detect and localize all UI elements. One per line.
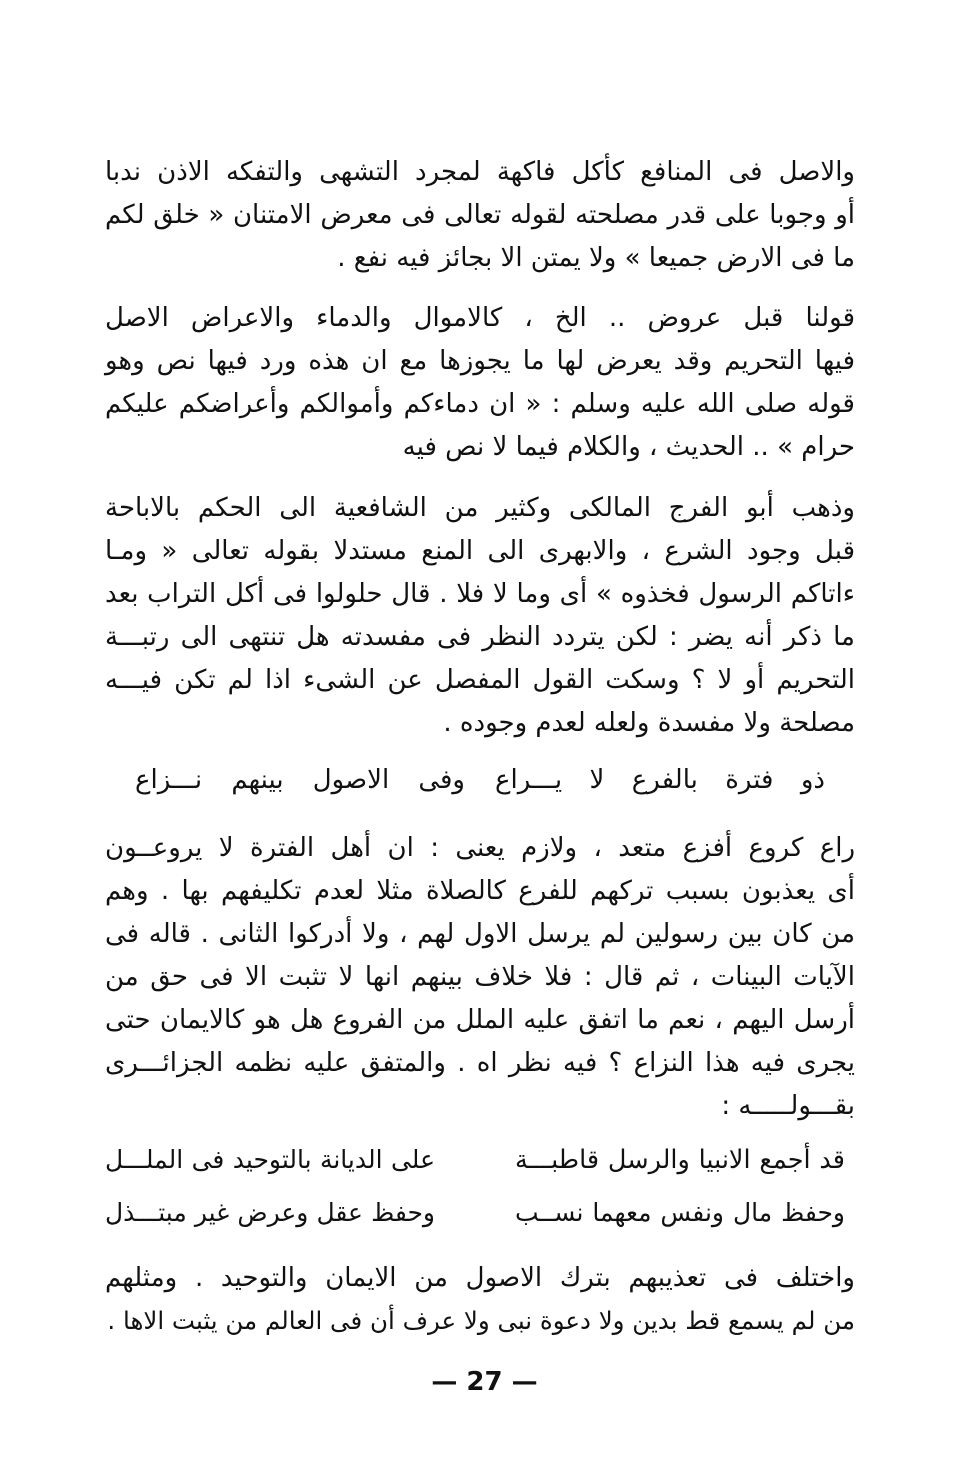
page-number: — 27 — <box>431 1367 538 1397</box>
text-line: ما فى الارض جميعا » ولا يمتن الا بجائز فيه نفع . <box>337 243 855 273</box>
verse-line <box>135 758 825 802</box>
text-line: بقـــولـــــه : <box>721 1091 855 1121</box>
text-line: أى يعذبون بسبب تركهم للفرع كالصلاة مثلا لعدم تكليفهم بها . وهم <box>105 876 855 906</box>
verse-second-hemistich: وفى الاصول بينهم نـــزاع <box>135 765 465 795</box>
verse-line <box>105 1191 845 1235</box>
verse-first-hemistich: وحفظ مال ونفس معهما نســب <box>515 1198 845 1227</box>
text-line: الآيات البينات ، ثم قال : فلا خلاف بينهم انها لا تثبت الا فى حق من <box>105 962 855 992</box>
text-line: ءاتاكم الرسول فخذوه » أى وما لا فلا . قال حلولوا فى أكل التراب بعد <box>105 579 855 609</box>
text-line: حرام » .. الحديث ، والكلام فيما لا نص فيه <box>402 432 855 462</box>
text-line: قولنا قبل عروض .. الخ ، كالاموال والدماء والاعراض الاصل <box>105 303 855 333</box>
text-line: فيها التحريم وقد يعرض لها ما يجوزها مع ان هذه ورد فيها نص وهو <box>105 346 855 376</box>
text-line: وذهب أبو الفرج المالكى وكثير من الشافعية الى الحكم بالاباحة <box>105 493 855 523</box>
text-line: التحريم أو لا ؟ وسكت القول المفصل عن الشىء اذا لم تكن فيـــه <box>105 665 855 695</box>
text-line: يجرى فيه هذا النزاع ؟ فيه نظر اه . والمتفق عليه نظمه الجزائـــرى <box>105 1048 855 1078</box>
text-line: قبل وجود الشرع ، والابهرى الى المنع مستدلا بقوله تعالى « ومـا <box>105 536 855 566</box>
text-line: من كان بين رسولين لم يرسل الاول لهم ، ولا أدركوا الثانى . قاله فى <box>105 919 855 949</box>
verse-second-hemistich: وحفظ عقل وعرض غير مبتـــذل <box>105 1198 435 1227</box>
text-line: أو وجوبا على قدر مصلحته لقوله تعالى فى معرض الامتنان « خلق لكم <box>105 200 855 230</box>
text-line: ما ذكر أنه يضر : لكن يتردد النظر فى مفسدته هل تنتهى الى رتبـــة <box>105 622 855 652</box>
verse-line <box>105 1138 845 1182</box>
text-line: أرسل اليهم ، نعم ما اتفق عليه الملل من الفروع هل هو كالايمان حتى <box>105 1005 855 1035</box>
verse-second-hemistich: على الديانة بالتوحيد فى الملـــل <box>105 1145 435 1174</box>
text-line: راع كروع أفزع متعد ، ولازم يعنى : ان أهل الفترة لا يروعــون <box>105 833 855 863</box>
text-line: مصلحة ولا مفسدة ولعله لعدم وجوده . <box>443 708 855 738</box>
verse-first-hemistich: ذو فترة بالفرع لا يـــراع <box>495 765 825 795</box>
text-line: والاصل فى المنافع كأكل فاكهة لمجرد التشهى والتفكه الاذن ندبا <box>105 157 855 187</box>
text-line: قوله صلى الله عليه وسلم : « ان دماءكم وأموالكم وأعراضكم عليكم <box>105 389 855 419</box>
verse-first-hemistich: قد أجمع الانبيا والرسل قاطبـــة <box>515 1145 845 1175</box>
text-line: من لم يسمع قط بدين ولا دعوة نبى ولا عرف أن فى العالم من يثبت الاها . <box>107 1306 855 1335</box>
text-line: واختلف فى تعذيبهم بترك الاصول من الايمان والتوحيد . ومثلهم <box>105 1263 855 1293</box>
